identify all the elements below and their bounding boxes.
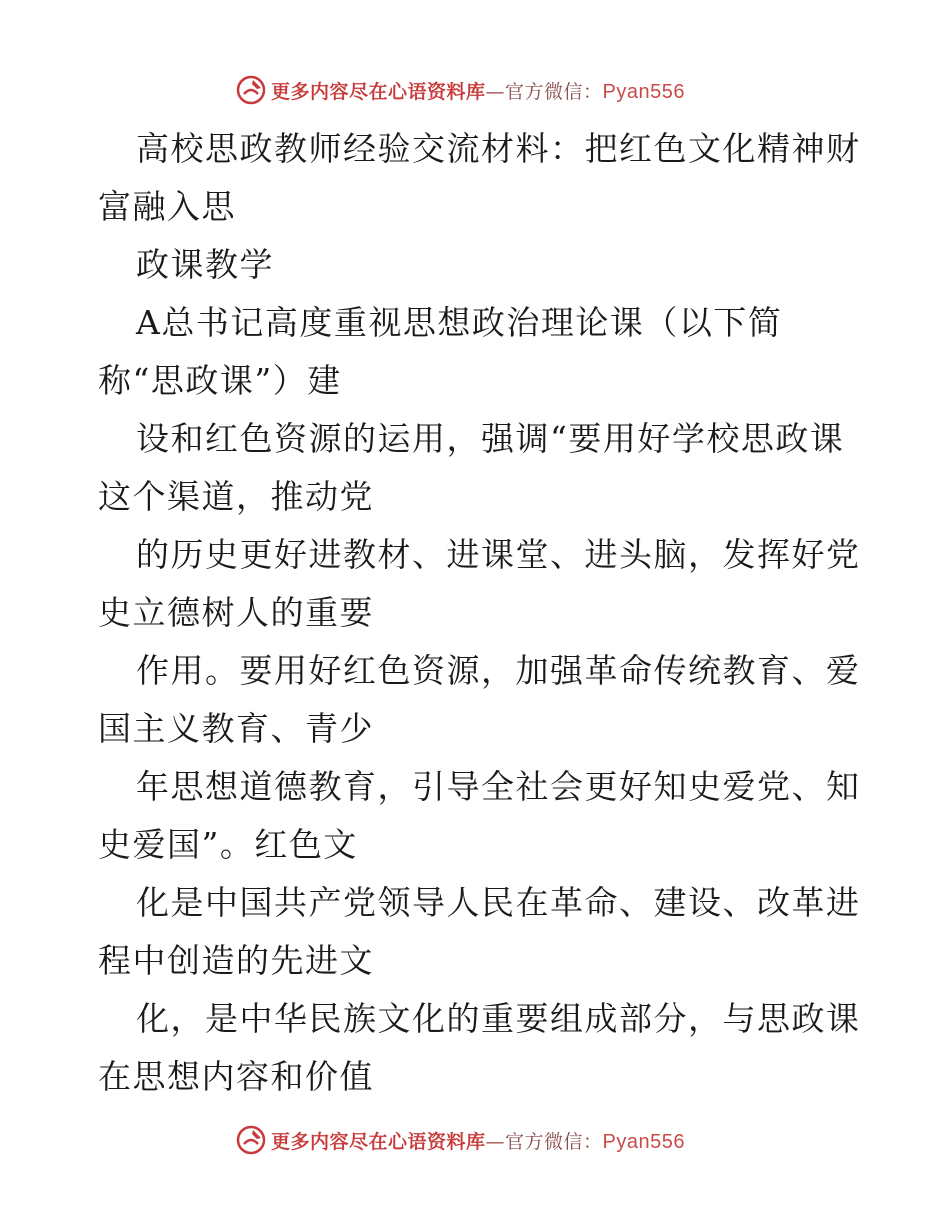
text-line: A总书记高度重视思想政治理论课（以下简 [136,303,783,342]
book-pen-logo-icon [235,1124,267,1156]
text-line: 国主义教育、青少 [98,709,374,748]
text-line: 史立德树人的重要 [98,593,374,632]
text-line: 政课教学 [136,245,274,284]
watermark-text [271,77,685,104]
watermark-text [271,1127,685,1154]
text-line: 史爱国”。红色文 [98,825,358,864]
watermark-contact-id: Pyan556 [602,80,685,103]
text-line: 年思想道德教育，引导全社会更好知史爱党、知 [136,767,861,806]
text-line: 的历史更好进教材、进课堂、进头脑，发挥好党 [136,535,861,574]
watermark-contact-label: 官方微信： [505,1130,603,1153]
header-watermark [235,72,685,108]
watermark-main: 更多内容尽在心语资料库 [271,80,486,103]
watermark-dash: — [485,1130,506,1153]
text-line: 设和红色资源的运用，强调“要用好学校思政课 [136,419,845,458]
text-line: 高校思政教师经验交流材料：把红色文化精神财 [136,129,861,168]
text-line: 程中创造的先进文 [98,941,374,980]
document-body [98,120,861,1106]
watermark-dash: — [485,80,506,103]
book-pen-logo-icon [235,74,267,106]
watermark-contact-id: Pyan556 [602,1130,685,1153]
text-line: 作用。要用好红色资源，加强革命传统教育、爱 [136,651,861,690]
text-line: 在思想内容和价值 [98,1057,374,1096]
text-line: 富融入思 [98,187,236,226]
footer-watermark [235,1122,685,1158]
text-line: 称“思政课”）建 [98,361,342,400]
watermark-main: 更多内容尽在心语资料库 [271,1130,486,1153]
text-line: 化，是中华民族文化的重要组成部分，与思政课 [136,999,861,1038]
text-line: 化是中国共产党领导人民在革命、建设、改革进 [136,883,861,922]
watermark-contact-label: 官方微信： [505,80,603,103]
text-line: 这个渠道，推动党 [98,477,374,516]
